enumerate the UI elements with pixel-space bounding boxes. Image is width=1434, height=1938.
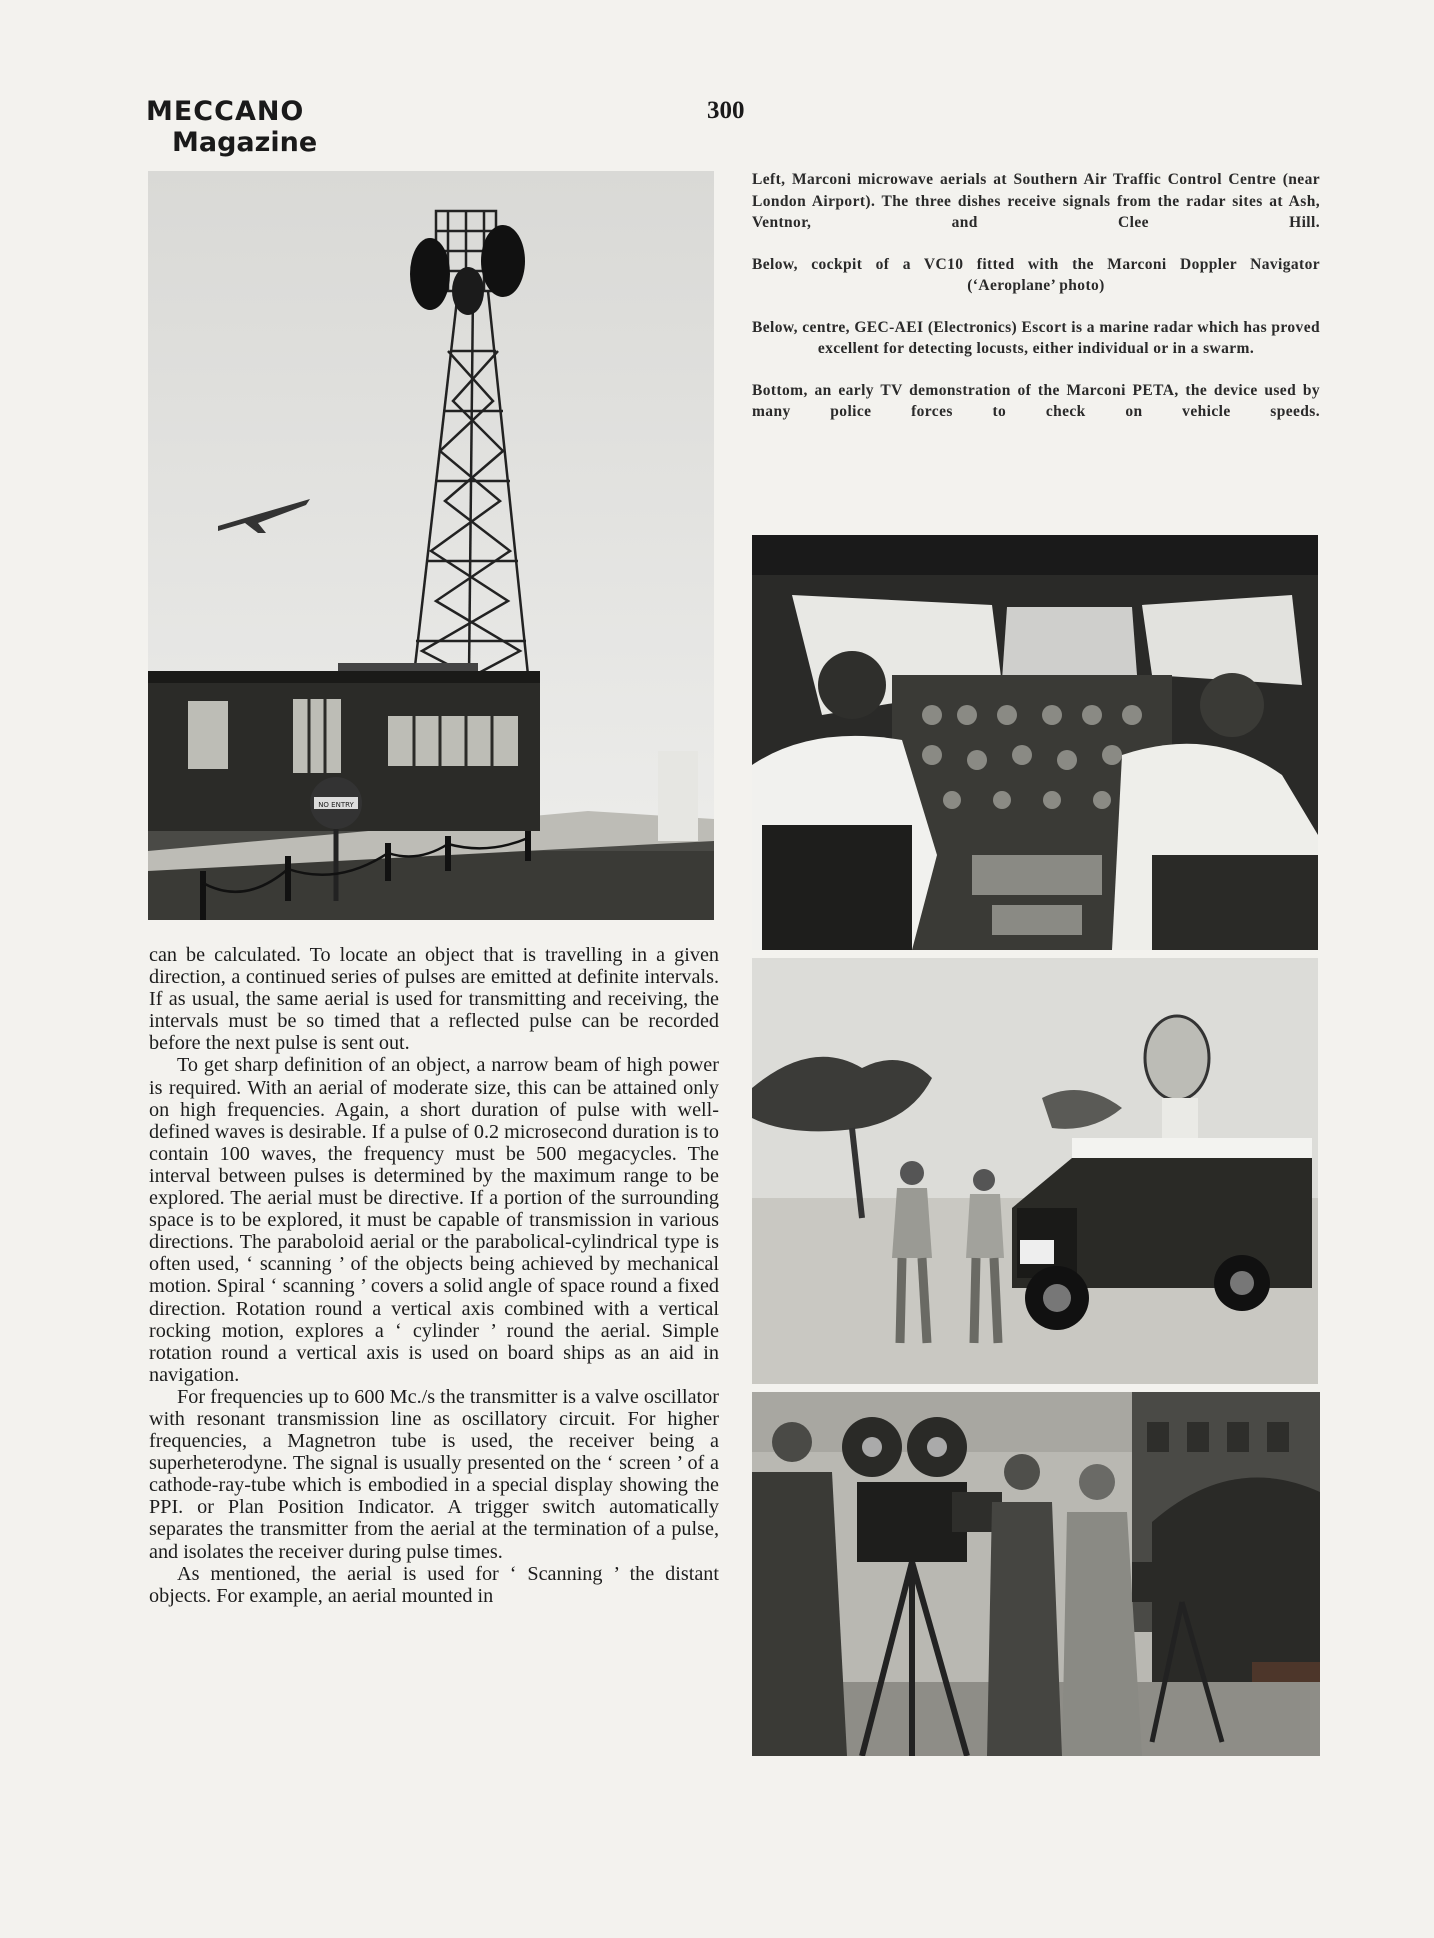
- tv-demo-photo: [752, 1392, 1320, 1756]
- tower-photo: [148, 171, 714, 920]
- paragraph: can be calculated. To locate an object that is travelling in a given direction, a continued series of pulses are emitted at definite intervals. If as usual, the same aerial is used for transmitting and receiving, the intervals must be so timed that a reflected pulse can be recorded before the next pulse is sent out.: [149, 944, 719, 1055]
- masthead: [146, 96, 317, 158]
- cockpit-photo: [752, 535, 1318, 950]
- captions: [752, 169, 1320, 443]
- caption-cockpit: Below, cockpit of a VC10 fitted with the Marconi Doppler Navigator (‘Aeroplane’ photo): [752, 255, 1320, 294]
- caption-escort-radar: Below, centre, GEC-AEI (Electronics) Escort is a marine radar which has proved excellent for detecting locusts, either individual or in a swarm.: [752, 318, 1320, 357]
- caption-tower: Left, Marconi microwave aerials at Southern Air Traffic Control Centre (near London Airport). The three dishes receive signals from the radar sites at Ash, Ventnor, and Clee Hill.: [752, 171, 1320, 231]
- page-number: 300: [707, 97, 745, 124]
- paragraph: As mentioned, the aerial is used for ‘ Scanning ’ the distant objects. For example, an aerial mounted in: [149, 1562, 719, 1607]
- article-body: [149, 944, 719, 1607]
- no-entry-sign-text: NO ENTRY: [318, 801, 354, 809]
- masthead-subtitle: Magazine: [172, 127, 318, 158]
- radar-vehicle-photo: [752, 958, 1318, 1384]
- paragraph: To get sharp definition of an object, a narrow beam of high power is required. With an aerial of moderate size, this can be attained only on high frequencies. Again, a short duration of pulse with well-defined waves is desirable. If a pulse of 0.2 microsecond duration is to contain 100 waves, the frequency must be 500 megacycles. The interval between pulses is determined by the maximum range to be explored. The aerial must be directive. If a portion of the surrounding space is to be explored, it must be capable of transmission in various directions. The paraboloid aerial or the parabolical-cylindrical type is often used, ‘ scanning ’ of the objects being achieved by mechanical motion. Spiral ‘ scanning ’ covers a solid angle of space round a fixed direction. Rotation round a vertical axis combined with a vertical rocking motion, explores a ‘ cylinder ’ round the aerial. Simple rotation round a vertical axis is used on board ships as an aid in navigation.: [149, 1054, 719, 1386]
- masthead-title: MECCANO: [146, 96, 305, 127]
- paragraph: For frequencies up to 600 Mc./s the transmitter is a valve oscillator with resonant transmission line as oscillatory circuit. For higher frequencies, a Magnetron tube is used, the receiver being a superheterodyne. The signal is usually presented on the ‘ screen ’ of a cathode-ray-tube which is embodied in a special display showing the PPI. or Plan Position Indicator. A trigger switch automatically separates the transmitter from the aerial at the termination of a pulse, and isolates the receiver during pulse times.: [149, 1385, 719, 1563]
- caption-peta: Bottom, an early TV demonstration of the Marconi PETA, the device used by many police forces to check on vehicle speeds.: [752, 381, 1320, 420]
